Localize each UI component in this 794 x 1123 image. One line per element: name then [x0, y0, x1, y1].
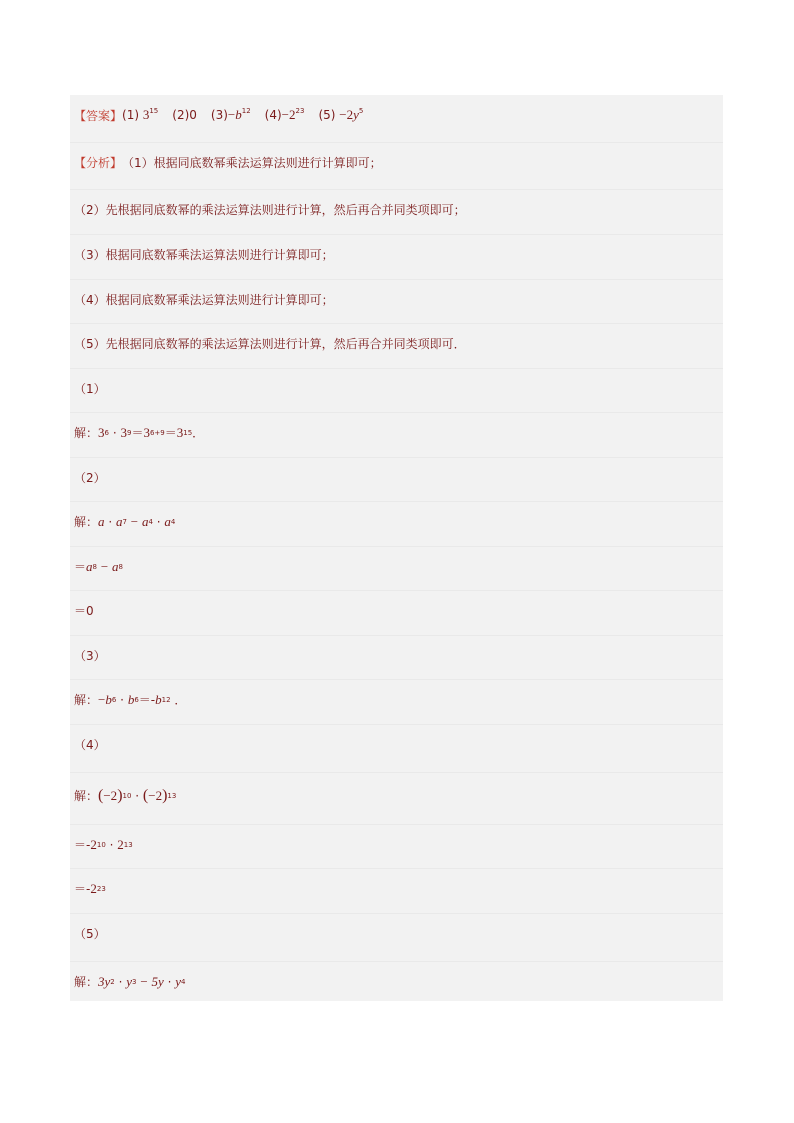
solution-3: 解： − b 6 · b 6 ＝ - b 12 ． — [70, 679, 723, 719]
answer-line — [70, 95, 723, 135]
solution-2-line-3: ＝ 0 — [70, 590, 723, 630]
solution-2-line-2: ＝ a 8 − a 8 — [70, 546, 723, 586]
analysis-line-2: （2）先根据同底数幂的乘法运算法则进行计算，然后再合并同类项即可； — [70, 189, 723, 229]
analysis-line-4: （4）根据同底数幂乘法运算法则进行计算即可； — [70, 279, 723, 319]
analysis-line-5: （5）先根据同底数幂的乘法运算法则进行计算，然后再合并同类项即可． — [70, 323, 723, 363]
part-1-heading: （1） — [70, 368, 723, 408]
solution-4-line-3: ＝ - 2 23 — [70, 868, 723, 908]
answer-3: $(3)-b^{12}$ — [210, 107, 251, 122]
answer-label: 【答案】 — [74, 108, 123, 123]
part-5-heading: （5） — [70, 913, 723, 953]
part-3-heading: （3） — [70, 635, 723, 675]
analysis-label: 【分析】 — [74, 156, 123, 170]
answer-4: $(4)-2^{23}$ — [264, 107, 305, 122]
analysis-line-1: 【分析】 （1）根据同底数幂乘法运算法则进行计算即可； — [70, 142, 723, 182]
solution-4-line-2: ＝ - 2 10 · 2 13 — [70, 824, 723, 864]
solution-5: 解： 3y 2 · y 3 − 5y · y 4 — [70, 961, 723, 1001]
part-2-heading: （2） — [70, 457, 723, 497]
part-4-heading: （4） — [70, 724, 723, 764]
solution-1: 解： 3 6 · 3 9 ＝ 3 6+9 ＝ 3 15 ． — [70, 412, 723, 452]
analysis-line-3: （3）根据同底数幂乘法运算法则进行计算即可； — [70, 234, 723, 274]
solution-4-line-1: 解： ( −2 ) 10 · ( −2 ) 13 — [70, 772, 723, 818]
answer-1: (1) $3^{15}$ — [122, 107, 159, 122]
solution-2-line-1: 解： a · a 7 − a 4 · a 4 — [70, 501, 723, 541]
answer-5: $(5) -2y^5$ — [318, 107, 364, 122]
answer-2: (2)0 — [172, 108, 197, 122]
